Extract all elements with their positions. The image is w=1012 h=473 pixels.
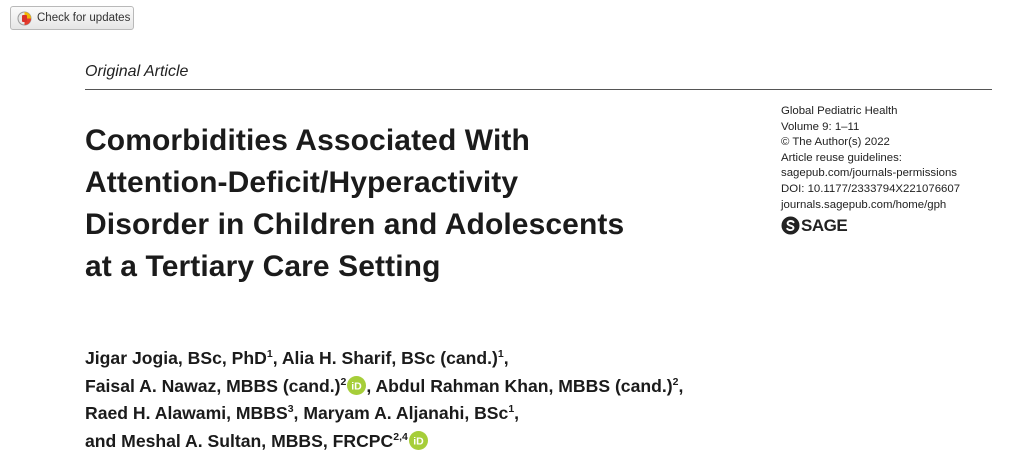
separator: , [503, 348, 509, 368]
reuse-guidelines-label: Article reuse guidelines: [781, 151, 902, 164]
author-name: Faisal A. Nawaz, MBBS (cand.) [85, 375, 341, 396]
conjunction: and [85, 430, 122, 451]
header-divider [85, 89, 992, 90]
separator: , [678, 375, 684, 396]
author-line [85, 373, 985, 401]
title-line: Disorder in Children and Adolescents [85, 208, 625, 241]
author-name: Maryam A. Aljanahi, BSc [303, 403, 509, 423]
affiliation-number: 1 [508, 403, 515, 415]
affiliation-number: 1 [266, 348, 273, 360]
sage-mark-icon [781, 216, 800, 235]
author-list [85, 345, 985, 455]
author-line [85, 345, 985, 373]
affiliation-number: 2 [340, 375, 347, 388]
separator: , [514, 403, 520, 423]
journal-name: Global Pediatric Health [781, 105, 898, 117]
separator: , [366, 375, 376, 396]
affiliation-number: 1 [497, 348, 504, 360]
journal-volume: Volume 9: 1–11 [781, 120, 860, 133]
author-name: Alia H. Sharif, BSc (cand.) [281, 348, 498, 368]
check-updates-icon [17, 11, 32, 26]
author-name: Jigar Jogia, BSc, PhD [85, 348, 267, 368]
copyright-notice: © The Author(s) 2022 [781, 136, 890, 149]
title-line: at a Tertiary Care Setting [85, 250, 441, 283]
check-for-updates-button[interactable] [10, 6, 134, 30]
journal-homepage-link[interactable]: journals.sagepub.com/home/gph [781, 198, 947, 211]
affiliation-number: 2 [672, 375, 679, 388]
journal-info [781, 104, 1001, 235]
author-name: Meshal A. Sultan, MBBS, FRCPC [121, 430, 394, 451]
check-for-updates-label: Check for updates [37, 12, 131, 24]
author-line [85, 428, 985, 456]
article-title [85, 120, 735, 288]
title-line: Attention-Deficit/Hyperactivity [85, 166, 519, 199]
affiliation-number: 2,4 [393, 430, 408, 443]
author-name: Raed H. Alawami, MBBS [85, 403, 288, 423]
author-line [85, 400, 985, 428]
orcid-icon[interactable] [409, 431, 428, 450]
svg-text:iD: iD [413, 435, 424, 448]
title-line: Comorbidities Associated With [85, 124, 530, 157]
author-name: Abdul Rahman Khan, MBBS (cand.) [375, 375, 673, 396]
separator: , [272, 348, 282, 368]
doi-link[interactable]: DOI: 10.1177/2333794X221076607 [781, 182, 961, 195]
affiliation-number: 3 [287, 403, 294, 415]
orcid-icon[interactable] [347, 376, 366, 395]
reuse-guidelines-link[interactable]: sagepub.com/journals-permissions [781, 167, 958, 180]
separator: , [293, 403, 304, 423]
sage-wordmark: SAGE [801, 215, 848, 235]
sage-logo [781, 216, 1001, 235]
article-type-label: Original Article [85, 63, 189, 80]
svg-text:iD: iD [351, 380, 363, 393]
